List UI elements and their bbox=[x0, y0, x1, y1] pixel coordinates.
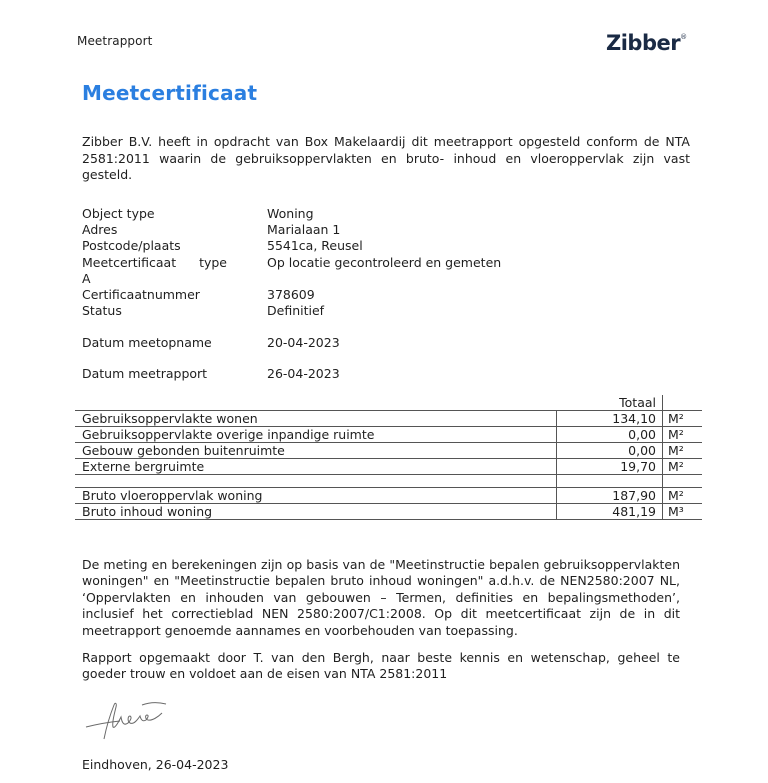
row-value: 0,00 bbox=[557, 443, 663, 459]
info-label: Status bbox=[82, 303, 122, 319]
row-unit: M² bbox=[663, 488, 703, 504]
table-row bbox=[75, 411, 702, 427]
date-label: Datum meetopname bbox=[82, 335, 212, 350]
date-label: Datum meetrapport bbox=[82, 366, 208, 381]
info-label: Certificaatnummer bbox=[82, 286, 200, 302]
info-label-cont: A bbox=[82, 270, 91, 286]
table-row bbox=[75, 488, 702, 504]
row-label: Externe bergruimte bbox=[75, 459, 557, 475]
info-label: Object type bbox=[82, 206, 155, 221]
header-left-text: Meetrapport bbox=[77, 34, 153, 48]
registered-mark: ® bbox=[680, 33, 687, 41]
intro-paragraph: Zibber B.V. heeft in opdracht van Box Makelaardij dit meetrapport opgesteld conform de NTA 2581:2011 waarin de gebruiksoppervlakten en bruto- inhoud en vloeroppervlak zijn vast gesteld. bbox=[82, 134, 690, 182]
info-label: Postcode/plaats bbox=[82, 238, 181, 254]
info-value: 5541ca, Reusel bbox=[267, 238, 363, 254]
row-label: Bruto vloeroppervlak woning bbox=[75, 488, 557, 504]
info-label: Adres bbox=[82, 222, 118, 238]
table-row bbox=[75, 504, 702, 520]
page-title: Meetcertificaat bbox=[82, 81, 258, 105]
info-value: 378609 bbox=[267, 286, 315, 302]
info-label: Meetcertificaat type bbox=[82, 254, 227, 270]
methodology-paragraph: De meting en berekeningen zijn op basis van de "Meetinstructie bepalen gebruiksoppervlakten woningen" en "Meetinstructie bepalen bruto inhoud woningen" a.d.h.v. de NEN2580:2007 NL, ‘Oppervlakten en inhouden van gebouwen – Termen, definities en bepalingsmethoden’, inclusief het correctieblad NEN 2580:2007/C1:2008. Op dit meetcertificaat zijn de in dit meetrapport genoemde aannames en voorbehouden van toepassing. bbox=[82, 557, 680, 638]
place-date: Eindhoven, 26-04-2023 bbox=[82, 757, 229, 772]
measurement-table bbox=[75, 395, 702, 520]
row-label: Bruto inhoud woning bbox=[75, 504, 557, 520]
row-value: 0,00 bbox=[557, 427, 663, 443]
info-value: Op locatie gecontroleerd en gemeten bbox=[267, 254, 502, 270]
date-value: 20-04-2023 bbox=[267, 335, 340, 350]
table-row bbox=[75, 459, 702, 475]
row-label: Gebouw gebonden buitenruimte bbox=[75, 443, 557, 459]
table-header-row bbox=[75, 395, 702, 411]
report-statement-paragraph: Rapport opgemaakt door T. van den Bergh, naar beste kennis en wetenschap, geheel te goeder trouw en voldoet aan de eisen van NTA 2581:2011 bbox=[82, 650, 680, 682]
row-value: 19,70 bbox=[557, 459, 663, 475]
logo-text: Zibber bbox=[606, 31, 681, 55]
table-row bbox=[75, 443, 702, 459]
info-value: Woning bbox=[267, 206, 314, 221]
row-label: Gebruiksoppervlakte overige inpandige ruimte bbox=[75, 427, 557, 443]
zibber-logo bbox=[606, 31, 687, 55]
total-header: Totaal bbox=[557, 395, 663, 411]
signature-image bbox=[84, 693, 179, 743]
row-value: 134,10 bbox=[557, 411, 663, 427]
row-unit: M² bbox=[663, 411, 703, 427]
row-unit: M² bbox=[663, 427, 703, 443]
row-unit: M² bbox=[663, 443, 703, 459]
table-spacer bbox=[75, 475, 702, 488]
info-value: Definitief bbox=[267, 303, 325, 319]
info-value: Marialaan 1 bbox=[267, 222, 341, 238]
date-value: 26-04-2023 bbox=[267, 366, 340, 381]
row-value: 481,19 bbox=[557, 504, 663, 520]
row-unit: M³ bbox=[663, 504, 703, 520]
row-label: Gebruiksoppervlakte wonen bbox=[75, 411, 557, 427]
table-row bbox=[75, 427, 702, 443]
row-value: 187,90 bbox=[557, 488, 663, 504]
row-unit: M² bbox=[663, 459, 703, 475]
